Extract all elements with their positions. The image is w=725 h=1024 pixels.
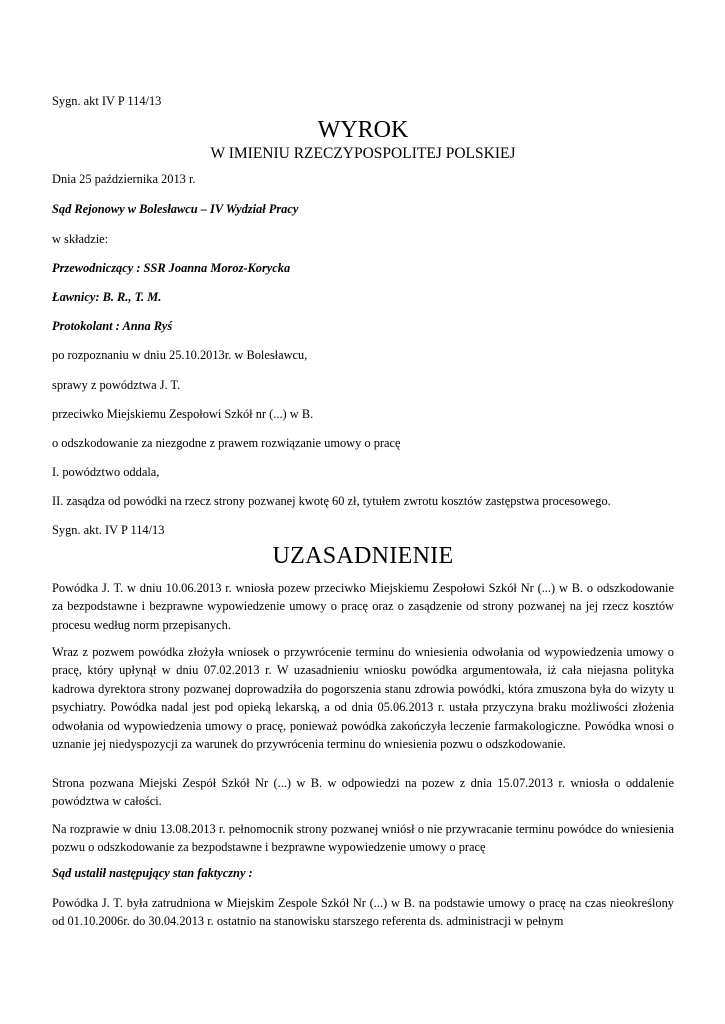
case-signature: Sygn. akt IV P 114/13: [52, 94, 162, 108]
justification-signature: Sygn. akt. IV P 114/13: [52, 523, 165, 537]
jurors: Ławnicy: B. R., T. M.: [52, 290, 162, 304]
verdict-subtitle: W IMIENIU RZECZYPOSPOLITEJ POLSKIEJ: [210, 145, 516, 162]
justification-paragraph-4: Na rozprawie w dniu 13.08.2013 r. pełnomocnik strony pozwanej wniósł o nie przywracanie terminu powódce do wniesienia pozwu o odszkodowanie za bezpodstawne i bezprawne wypowiedzenie umowy o pracę: [52, 822, 674, 855]
case-subject: o odszkodowanie za niezgodne z prawem rozwiązanie umowy o pracę: [52, 436, 401, 450]
court-name: Sąd Rejonowy w Bolesławcu – IV Wydział Pracy: [52, 202, 299, 216]
justification-paragraph-3: Strona pozwana Miejski Zespół Szkół Nr (...) w B. w odpowiedzi na pozew z dnia 15.07.2013 r. wniosła o oddalenie powództwa w całości.: [52, 776, 674, 809]
facts-heading: Sąd ustalił następujący stan faktyczny :: [52, 866, 253, 880]
justification-paragraph-1: Powódka J. T. w dniu 10.06.2013 r. wniosła pozew przeciwko Miejskiemu Zespołowi Szkół Nr (...) w B. o odszkodowanie za bezpodstawne i bezprawne wypowiedzenie umowy o pracę oraz o zasądzenie od strony pozwanej na jej rzecz kosztów procesu według norm przepisanych.: [52, 581, 674, 632]
hearing-info: po rozpoznaniu w dniu 25.10.2013r. w Bolesławcu,: [52, 348, 308, 362]
verdict-point-2: II. zasądza od powódki na rzecz strony pozwanej kwotę 60 zł, tytułem zwrotu kosztów zastępstwa procesowego.: [52, 494, 611, 508]
justification-title: UZASADNIENIE: [272, 543, 454, 569]
justification-paragraph-2: Wraz z pozwem powódka złożyła wniosek o przywrócenie terminu do wniesienia odwołania od wypowiedzenia umowy o pracę, który upłynął w dniu 07.02.2013 r. W uzasadnieniu wniosku powódka argumentowała, iż cała niejasna polityka kadrowa dyrektora strony pozwanej doprowadziła do pogorszenia stanu zdrowia powódki, która zmuszona była do wizyty u psychiatry. Powódka nadal jest pod opieką lekarską, a od dnia 05.06.2013 r. ustała przyczyna braku możliwości złożenia odwołania od wypowiedzenia umowy o pracę, ponieważ powódka zakończyła leczenie farmakologiczne. Powódka wnosi o uznanie jej niedyspozycji za warunek do przywrócenia terminu do wniesienia pozwu o odszkodowanie.: [52, 645, 674, 752]
verdict-date: Dnia 25 października 2013 r.: [52, 172, 196, 186]
chairman: Przewodniczący : SSR Joanna Moroz-Korycka: [52, 261, 291, 275]
defendant: przeciwko Miejskiemu Zespołowi Szkół nr (...) w B.: [52, 407, 314, 421]
clerk: Protokolant : Anna Ryś: [52, 319, 173, 333]
verdict-point-1: I. powództwo oddala,: [52, 465, 160, 479]
composition-label: w składzie:: [52, 232, 109, 246]
justification-paragraph-5: Powódka J. T. była zatrudniona w Miejskim Zespole Szkół Nr (...) w B. na podstawie umowy o pracę na czas nieokreślony od 01.10.2006r. do 30.04.2013 r. ostatnio na stanowisku starszego referenta ds. administracji w pełnym: [52, 896, 674, 929]
verdict-title: WYROK: [317, 117, 409, 143]
case-parties: sprawy z powództwa J. T.: [52, 378, 181, 392]
